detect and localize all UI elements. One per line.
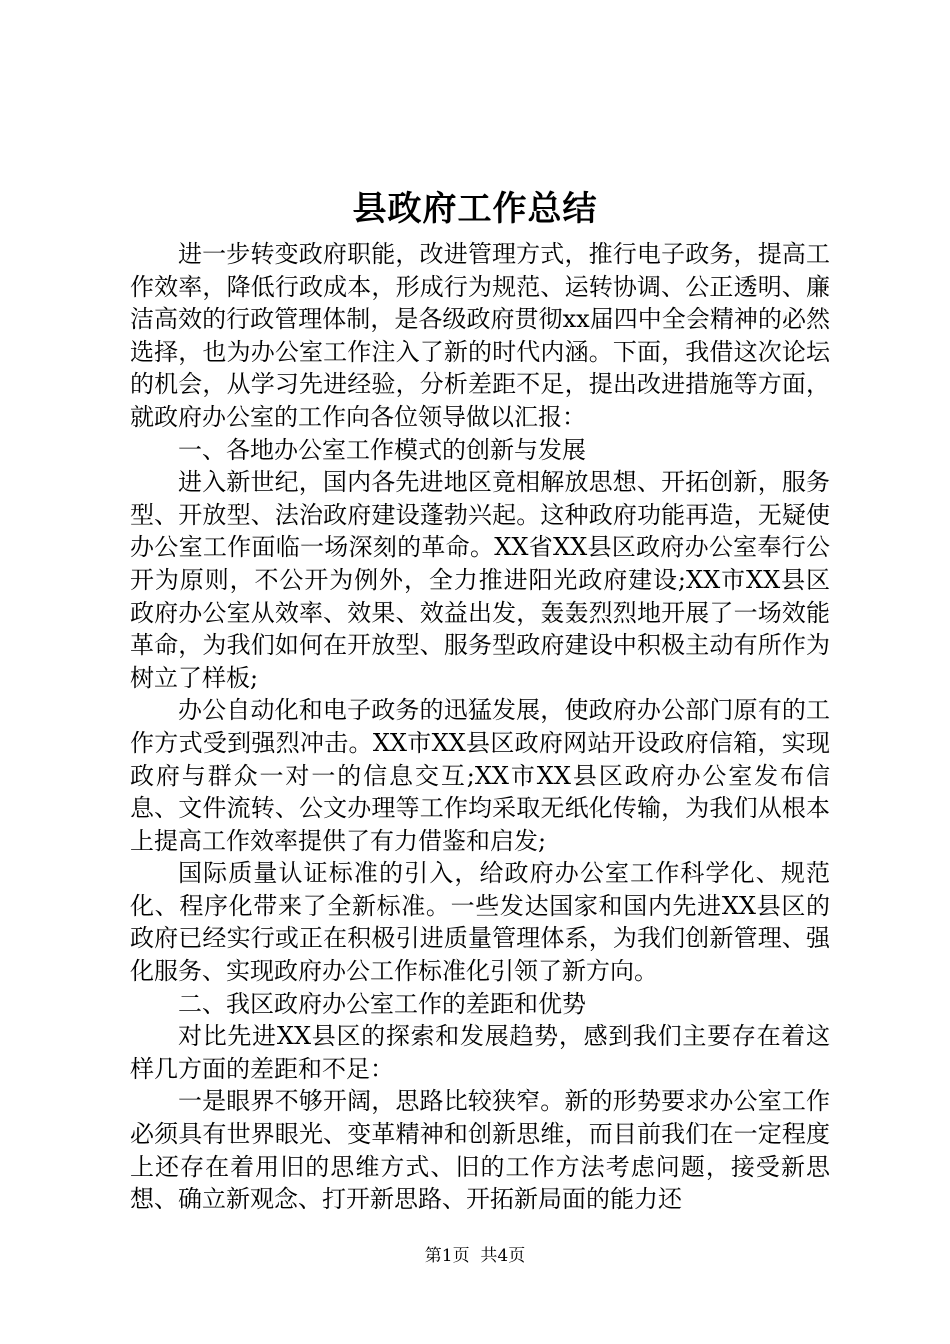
page-footer [0, 1244, 950, 1268]
document-body [130, 238, 830, 1216]
section-heading-2: 二、我区政府办公室工作的差距和优势 [178, 989, 586, 1018]
paragraph-comparison: 对比先进XX县区的探索和发展趋势，感到我们主要存在着这样几方面的差距和不足： [130, 1022, 830, 1083]
page-total: 共4页 [480, 1246, 526, 1266]
paragraph-new-century: 进入新世纪，国内各先进地区竟相解放思想、开拓创新，服务型、开放型、法治政府建设蓬勃兴起。这种政府功能再造，无疑使办公室工作面临一场深刻的革命。XX省XX县区政府办公室奉行公开为原则，不公开为例外，全力推进阳光政府建设;XX市XX县区政府办公室从效率、效果、效益出发，轰轰烈烈地开展了一场效能革命，为我们如何在开放型、服务型政府建设中积极主动有所作为树立了样板; [130, 468, 830, 692]
paragraph-intro: 进一步转变政府职能，改进管理方式，推行电子政务，提高工作效率，降低行政成本，形成行为规范、运转协调、公正透明、廉洁高效的行政管理体制，是各级政府贯彻xx届四中全会精神的必然选择，也为办公室工作注入了新的时代内涵。下面，我借这次论坛的机会，从学习先进经验，分析差距不足，提出改进措施等方面，就政府办公室的工作向各位领导做以汇报： [130, 240, 830, 431]
section-heading-1: 一、各地办公室工作模式的创新与发展 [178, 435, 586, 464]
document-title: 县政府工作总结 [352, 189, 598, 229]
paragraph-office-automation: 办公自动化和电子政务的迅猛发展，使政府办公部门原有的工作方式受到强烈冲击。XX市XX县区政府网站开设政府信箱，实现政府与群众一对一的信息交互;XX市XX县区政府办公室发布信息、文件流转、公文办理等工作均采取无纸化传输，为我们从根本上提高工作效率提供了有力借鉴和启发; [130, 696, 830, 855]
page-number: 第1页 [424, 1246, 470, 1266]
paragraph-point-one: 一是眼界不够开阔，思路比较狭窄。新的形势要求办公室工作必须具有世界眼光、变革精神和创新思维，而目前我们在一定程度上还存在着用旧的思维方式、旧的工作方法考虑问题，接受新思想、确立新观念、打开新思路、开拓新局面的能力还 [130, 1087, 830, 1214]
paragraph-quality-standard: 国际质量认证标准的引入，给政府办公室工作科学化、规范化、程序化带来了全新标准。一些发达国家和国内先进XX县区的政府已经实行或正在积极引进质量管理体系，为我们创新管理、强化服务、实现政府办公工作标准化引领了新方向。 [130, 859, 830, 986]
